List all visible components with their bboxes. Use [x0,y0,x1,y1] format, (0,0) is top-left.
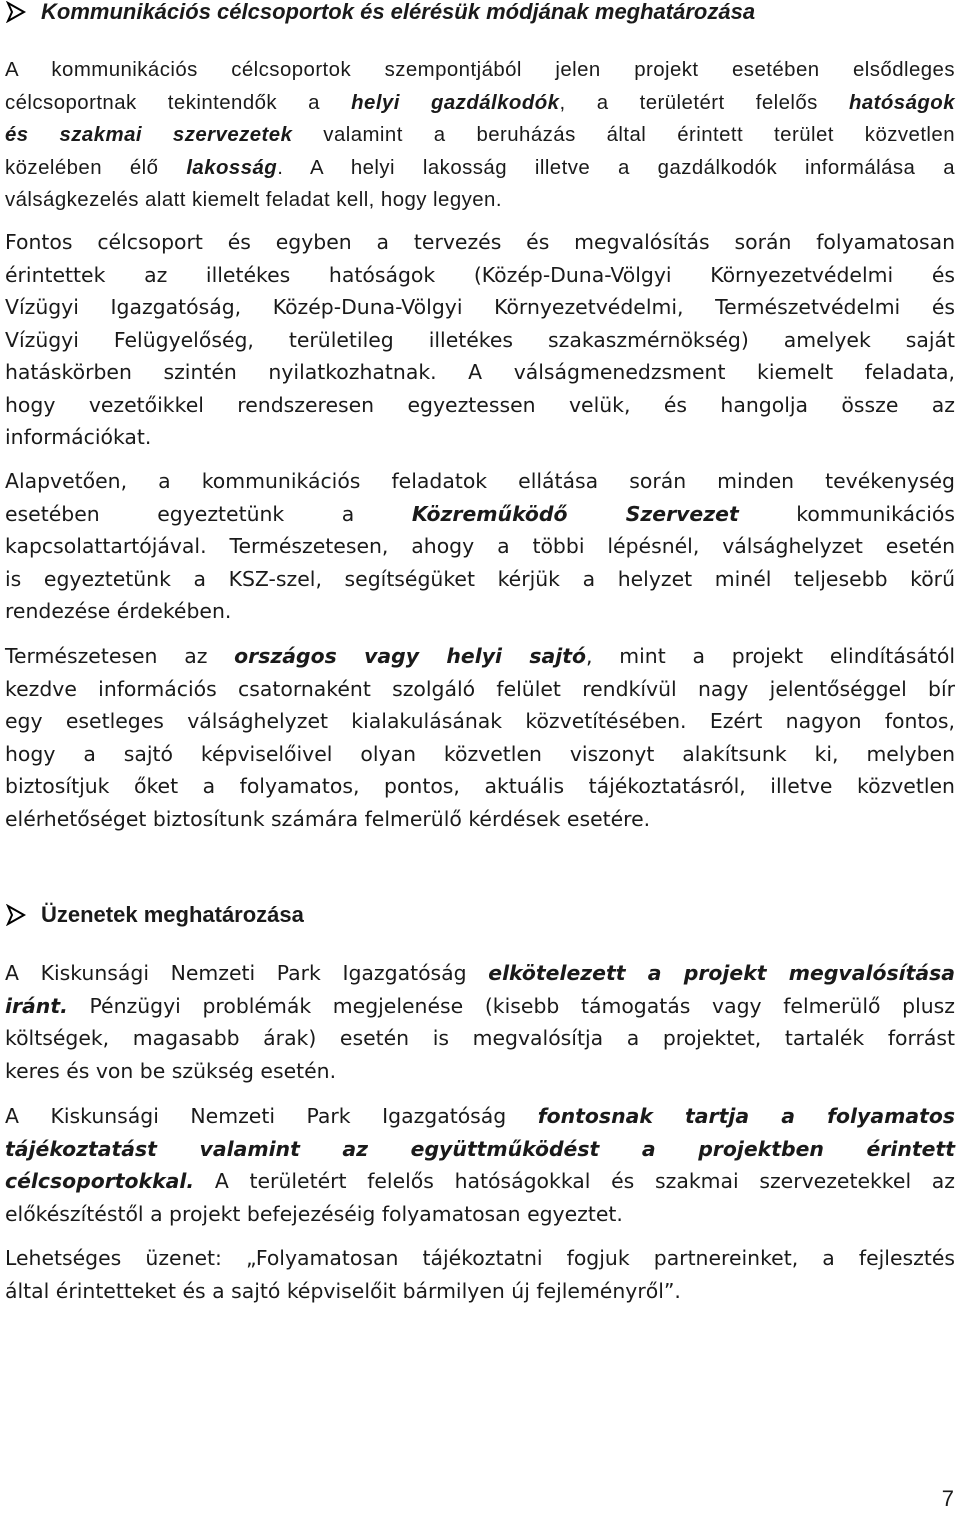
text-line: Vízügyi Igazgatóság, Közép-Duna-Völgyi Környezetvédelmi, Természetvédelmi és [5,295,955,319]
text-line: célcsoportnak tekintendők a helyi gazdálkodók, a területért felelős hatóságok [5,91,955,114]
text-line: is egyeztetünk a KSZ-szel, segítségüket kérjük a helyzet minél teljesebb körű [5,566,955,591]
text-line: hogy a sajtó képviselőivel olyan közvetlen viszonyt alakítsunk ki, melyben [5,741,955,766]
section-heading-target-groups [5,0,755,24]
emphasis-text: célcsoportokkal. [5,1169,195,1193]
text-line: keres és von be szükség esetén. [5,1058,337,1083]
section-title: Üzenetek meghatározása [41,902,304,927]
text-line: érintettek az illetékes hatóságok (Közép-Duna-Völgyi Környezetvédelmi és [5,262,955,287]
text-line: iránt. Pénzügyi problémák megjelenése (kisebb támogatás vagy felmerülő plusz [5,993,955,1018]
paragraph-commitment [5,957,955,1087]
paragraph-possible-message [5,1242,955,1307]
text-line: Vízügyi Felügyelőség, területileg illetékes szakaszmérnökség) amelyek saját [5,327,955,352]
section-title: Kommunikációs célcsoportok és elérésük módjának meghatározása [41,0,756,24]
section-heading-messages [5,903,304,927]
paragraph-press [5,640,955,835]
text-line: kezdve információs csatornaként szolgáló felület rendkívül nagy jelentőséggel bír [5,676,955,701]
paragraph-information [5,1100,955,1230]
text-line: információkat. [5,425,152,449]
emphasis-text: helyi gazdálkodók [351,91,560,114]
text-line: közelében élő lakosság. A helyi lakosság illetve a gazdálkodók informálása a [5,156,955,179]
emphasis-text: hatóságok [848,91,955,114]
text-line: tájékoztatást valamint az együttműködést a projektben érintett [5,1136,955,1161]
text-line: Alapvetően, a kommunikációs feladatok ellátása során minden tevékenység [5,469,955,493]
text-line: Természetesen az országos vagy helyi sajtó, mint a projekt elindításától [5,644,955,668]
text-line: Lehetséges üzenet: „Folyamatosan tájékoztatni fogjuk partnereinket, a fejlesztés [5,1246,955,1270]
text-line: elérhetőséget biztosítunk számára felmerülő kérdések esetére. [5,806,651,831]
arrow-bullet-icon [5,904,27,926]
text-line: által érintetteket és a sajtó képviselőit bármilyen új fejleményről”. [5,1278,681,1303]
paragraph-communication-tasks [5,465,955,628]
text-line: biztosítjuk őket a folyamatos, pontos, aktuális tájékoztatásról, illetve közvetlen [5,774,955,798]
text-line: költségek, magasabb árak) esetén is megvalósítja a projektet, tartalék forrást [5,1026,955,1050]
emphasis-text: lakosság [186,156,278,179]
text-line: előkészítéstől a projekt befejezéséig folyamatosan egyeztet. [5,1201,623,1226]
text-line: A Kiskunsági Nemzeti Park Igazgatóság fontosnak tartja a folyamatos [5,1104,955,1128]
emphasis-text: iránt. [5,993,68,1018]
emphasis-text: Közreműködő Szervezet [411,501,739,526]
text-line: válságkezelés alatt kiemelt feladat kell, hogy legyen. [5,189,502,211]
text-line: egy esetleges válsághelyzet kialakulásának közvetítésében. Ezért nagyon fontos, [5,709,955,733]
emphasis-text: fontosnak tartja a folyamatos [537,1104,955,1128]
arrow-bullet-icon [5,1,27,23]
text-line: A kommunikációs célcsoportok szempontjából jelen projekt esetében elsődleges [5,59,955,81]
text-line: hatáskörben szintén nyilatkozhatnak. A válságmenedzsment kiemelt feladata, [5,360,955,384]
text-line: A Kiskunsági Nemzeti Park Igazgatóság elkötelezett a projekt megvalósítása [5,961,955,985]
text-line: Fontos célcsoport és egyben a tervezés és megvalósítás során folyamatosan [5,230,955,254]
paragraph-authorities [5,226,955,454]
text-line: hogy vezetőikkel rendszeresen egyeztessen velük, és hangolja össze az [5,392,955,417]
emphasis-text: elkötelezett a projekt megvalósítása [488,961,955,985]
text-line: és szakmai szervezetek valamint a beruházás által érintett terület közvetlen [5,124,955,146]
emphasis-text: országos vagy helyi sajtó [234,644,587,668]
paragraph-target-groups [5,54,955,217]
text-line: rendezése érdekében. [5,599,232,623]
text-line: célcsoportokkal. A területért felelős hatóságokkal és szakmai szervezetekkel az [5,1169,955,1193]
text-line: esetében egyeztetünk a Közreműködő Szervezet kommunikációs [5,501,955,526]
emphasis-text: és szakmai szervezetek [5,124,293,146]
text-line: kapcsolattartójával. Természetesen, ahogy a többi lépésnél, válsághelyzet esetén [5,534,955,558]
page-number: 7 [941,1486,954,1511]
